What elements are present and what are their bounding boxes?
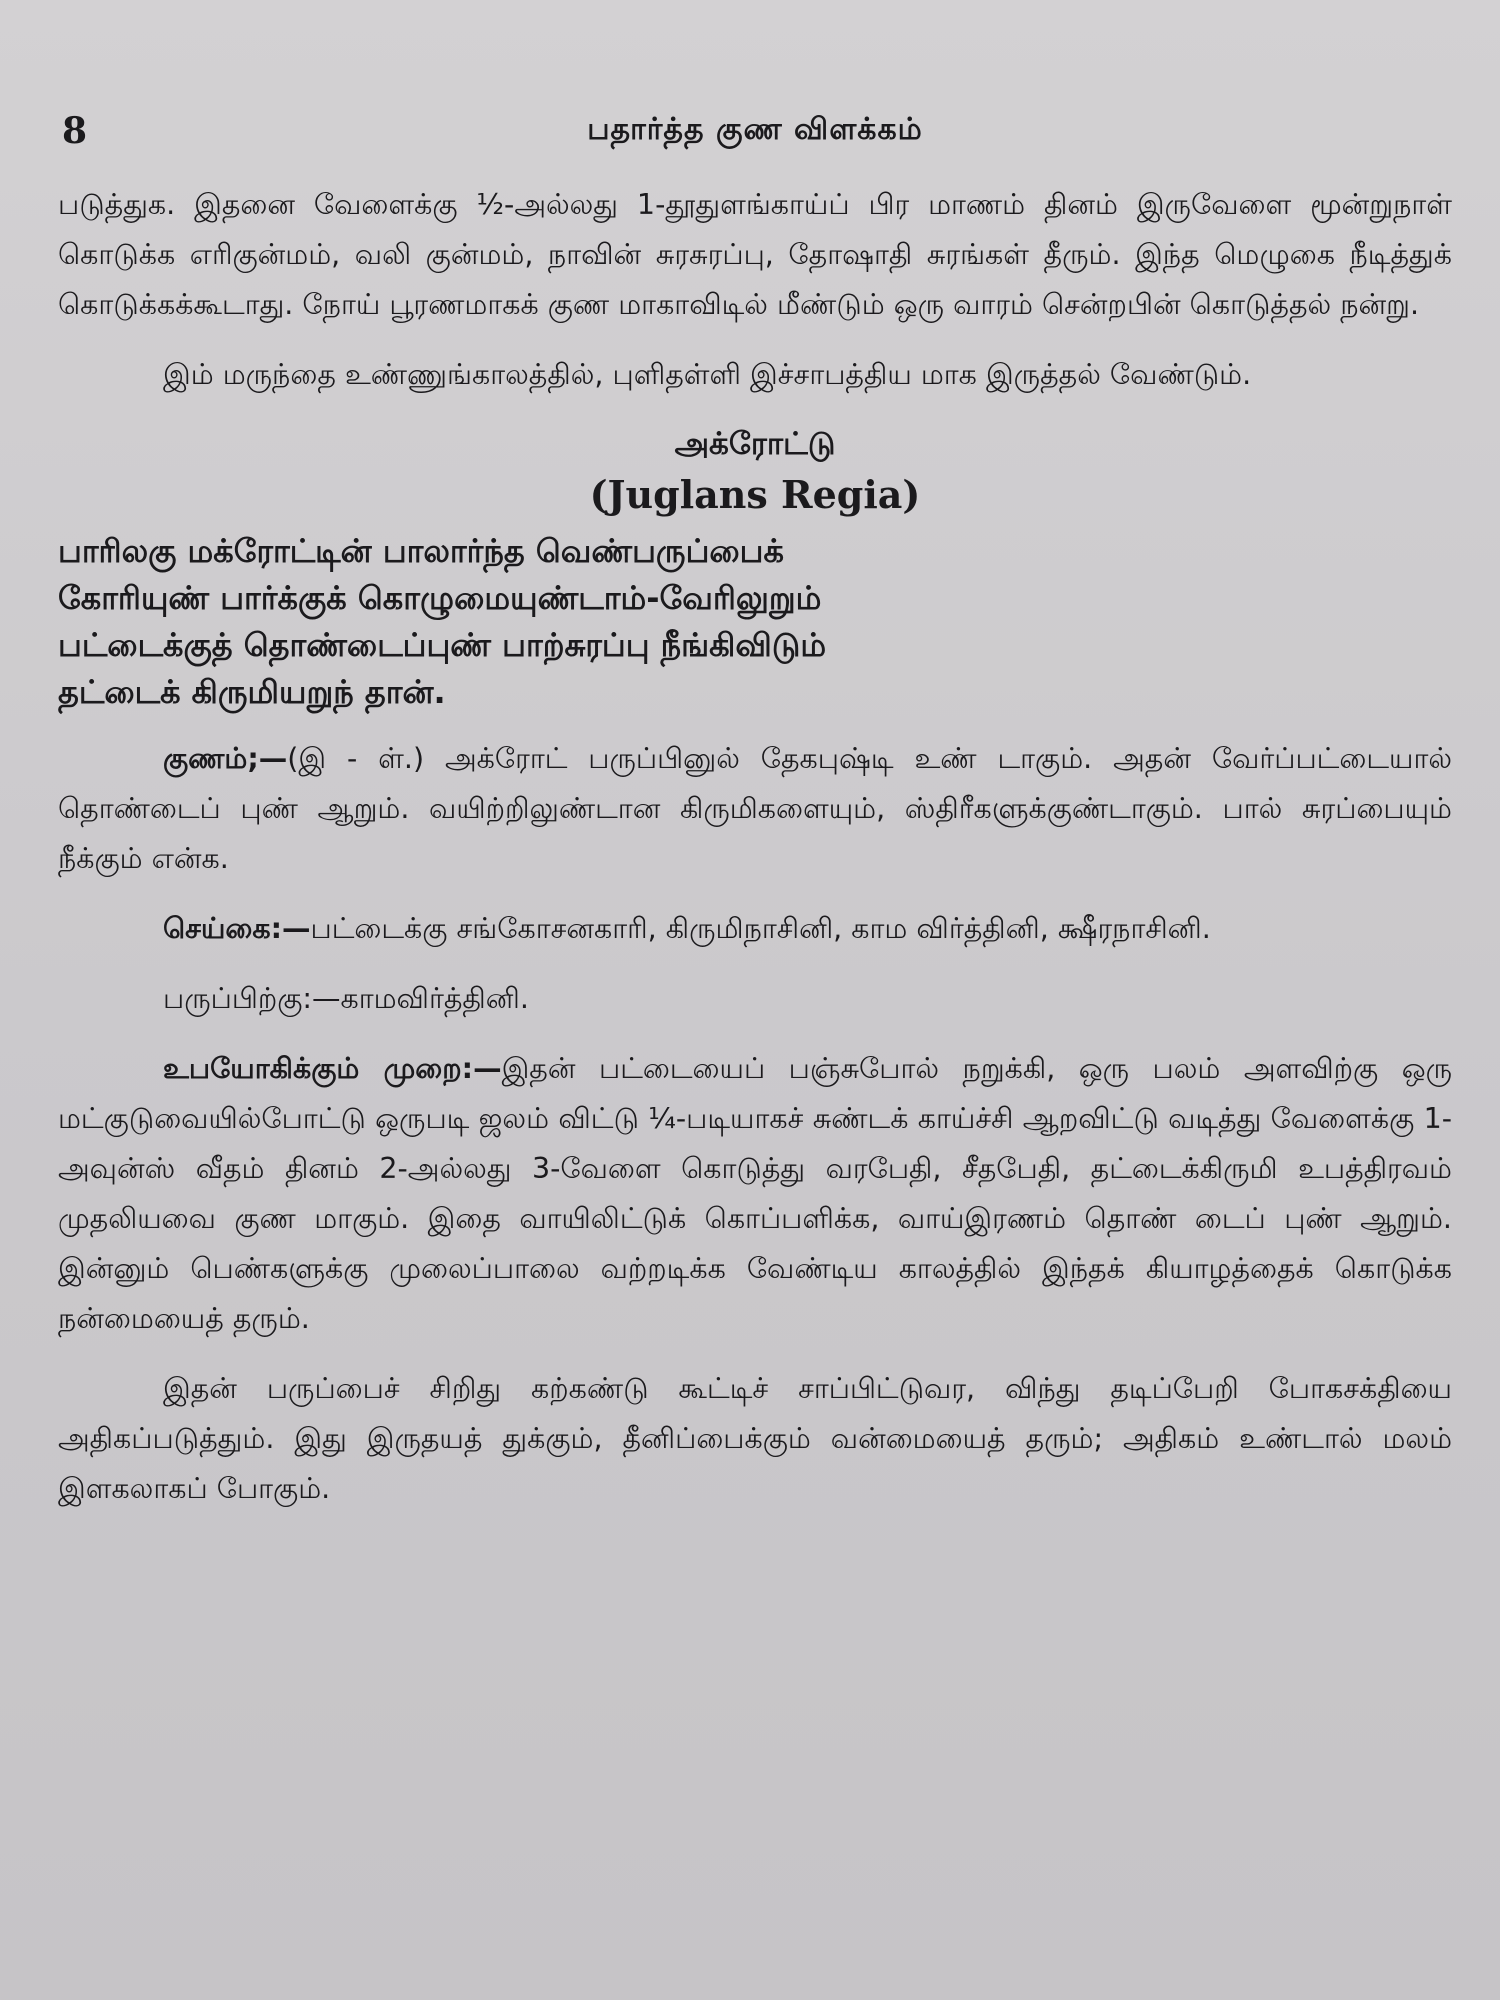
section-title-latin: (Juglans Regia) [589, 472, 921, 517]
paragraph-seykai [58, 904, 1452, 954]
seykai-label: செய்கை:— [163, 912, 311, 945]
paragraph-diet-note: இம் மருந்தை உண்ணுங்காலத்தில், புளிதள்ளி இச்சாபத்திய மாக இருத்தல் வேண்டும். [163, 358, 1252, 391]
running-title: பதார்த்த குண விளக்கம் [587, 112, 923, 147]
paruppu-text: காமவிர்த்தினி. [340, 982, 529, 1015]
paragraph-upayogam [58, 1044, 1452, 1344]
gunam-label: குணம்;— [163, 742, 288, 775]
verse-line: பட்டைக்குத் தொண்டைப்புண் பாற்சுரப்பு நீங்கிவிடும் [58, 626, 827, 664]
gunam-text: (இ - ள்.) அக்ரோட் பருப்பினுல் தேகபுஷ்டி உண் டாகும். அதன் வேர்ப்பட்டையால் தொண்டைப் புண் ஆறும். வயிற்றிலுண்டான கிருமிகளையும், ஸ்திரீகளுக்குண்டாகும். பால் சுரப்பையும் நீக்கும் என்க. [58, 742, 1452, 875]
verse-line: தட்டைக் கிருமியறுந் தான். [58, 673, 446, 711]
upayogam-text: இதன் பட்டையைப் பஞ்சுபோல் நறுக்கி, ஒரு பலம் அளவிற்கு ஒரு மட்குடுவையில்போட்டு ஒருபடி ஜலம் விட்டு ¼-படியாகச் சுண்டக் காய்ச்சி ஆறவிட்டு வடித்து வேளைக்கு 1-அவுன்ஸ் வீதம் தினம் 2-அல்லது 3-வேளை கொடுத்து வரபேதி, சீதபேதி, தட்டைக்கிருமி உபத்திரவம் முதலியவை குண மாகும். இதை வாயிலிட்டுக் கொப்பளிக்க, வாய்இரணம் தொண் டைப் புண் ஆறும். இன்னும் பெண்களுக்கு முலைப்பாலை வற்றடிக்க வேண்டிய காலத்தில் இந்தக் கியாழத்தைக் கொடுக்க நன்மையைத் தரும். [58, 1052, 1453, 1335]
paragraph-paruppu [58, 974, 1452, 1024]
paragraph-gunam [58, 734, 1452, 884]
verse-line: கோரியுண் பார்க்குக் கொழுமையுண்டாம்-வேரிலுறும் [58, 579, 822, 617]
paragraph-continued: படுத்துக. இதனை வேளைக்கு ½-அல்லது 1-தூதுளங்காய்ப் பிர மாணம் தினம் இருவேளை மூன்றுநாள் கொடுக்க எரிகுன்மம், வலி குன்மம், நாவின் சுரசுரப்பு, தோஷாதி சுரங்கள் தீரும். இந்த மெழுகை நீடித்துக் கொடுக்கக்கூடாது. நோய் பூரணமாகக் குண மாகாவிடில் மீண்டும் ஒரு வாரம் சென்றபின் கொடுத்தல் நன்று. [58, 188, 1452, 321]
page-number: 8 [62, 110, 88, 152]
seykai-text: பட்டைக்கு சங்கோசனகாரி, கிருமிநாசினி, காம விர்த்தினி, க்ஷீரநாசினி. [310, 912, 1211, 945]
upayogam-label: உபயோகிக்கும் முறை:— [163, 1052, 502, 1085]
section-title-tamil: அக்ரோட்டு [674, 426, 836, 462]
verse-block [58, 528, 1452, 716]
verse-line: பாரிலகு மக்ரோட்டின் பாலார்ந்த வெண்பருப்பைக் [58, 532, 784, 570]
paragraph-closing: இதன் பருப்பைச் சிறிது கற்கண்டு கூட்டிச் சாப்பிட்டுவர, விந்து தடிப்பேறி போகசக்தியை அதிகப்படுத்தும். இது இருதயத் துக்கும், தீனிப்பைக்கும் வன்மையைத் தரும்; அதிகம் உண்டால் மலம் இளகலாகப் போகும். [58, 1372, 1452, 1505]
paruppu-label: பருப்பிற்கு:— [163, 982, 341, 1015]
running-header [58, 110, 1452, 158]
